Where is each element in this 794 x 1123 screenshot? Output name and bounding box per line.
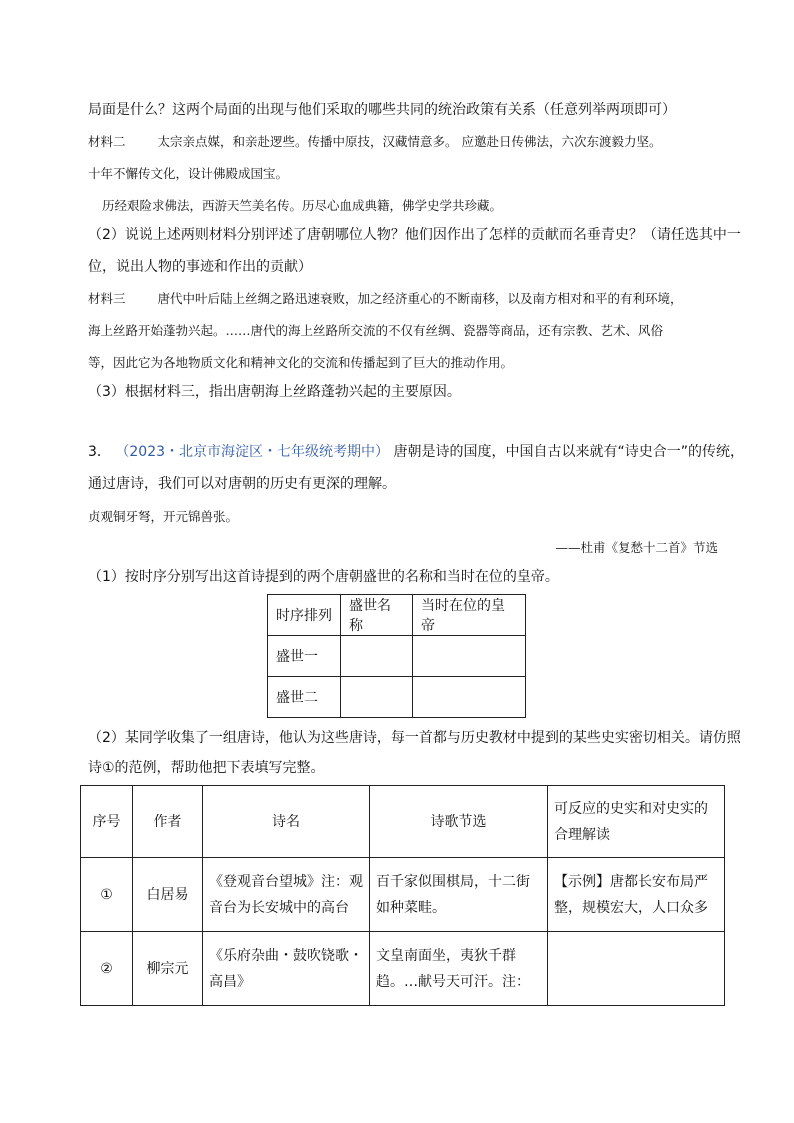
- table-header-row: [268, 595, 526, 636]
- table-cell-title: 《乐府杂曲・鼓吹铙歌・高昌》: [203, 932, 370, 1006]
- question-text: （3）根据材料三，指出唐朝海上丝路蓬勃兴起的主要原因。: [88, 384, 461, 400]
- answer-cell[interactable]: [413, 636, 526, 677]
- table-cell-title: 《登观音台望城》注：观音台为长安城中的高台: [203, 858, 370, 932]
- question-text: 位，说出人物的事迹和作出的贡献）: [88, 259, 312, 275]
- question-source: （2023・北京市海淀区・七年级统考期中）: [115, 444, 390, 460]
- table-header-cell: 作者: [133, 786, 203, 858]
- poem-source: ——杜甫《复愁十二首》节选: [555, 540, 718, 555]
- question-text: （1）按时序分别写出这首诗提到的两个唐朝盛世的名称和当时在位的皇帝。: [88, 569, 559, 585]
- table-cell-note: 【示例】唐都长安布局严整，规模宏大，人口众多: [548, 858, 725, 932]
- table-header-cell: 诗名: [203, 786, 370, 858]
- table-header-cell: 盛世名称: [341, 595, 413, 636]
- table-header-cell: 诗歌节选: [370, 786, 548, 858]
- answer-cell[interactable]: [548, 932, 725, 1006]
- material-text: 太宗亲点媒，和亲赴逻些。传播中原技，汉藏情意多。 应邀赴日传佛法，六次东渡毅力坚。: [157, 134, 662, 149]
- table-cell-num: ②: [81, 932, 133, 1006]
- answer-cell[interactable]: [413, 677, 526, 718]
- table-poems: [80, 785, 725, 1006]
- question-text: （2）说说上述两则材料分别评述了唐朝哪位人物？他们因作出了怎样的贡献而名垂青史？（请任选其中一: [88, 227, 741, 243]
- question-3-header: [88, 441, 744, 463]
- table-row: [81, 858, 725, 932]
- table-cell-excerpt: 百千家似围棋局，十二街如种菜畦。: [370, 858, 548, 932]
- table-cell-excerpt: 文皇南面坐，夷狄千群趋。…献号天可汗。注：: [370, 932, 548, 1006]
- material-text: 唐代中叶后陆上丝绸之路迅速衰败，加之经济重心的不断南移，以及南方相对和平的有利环境，: [157, 291, 683, 306]
- table-cell-num: ①: [81, 858, 133, 932]
- table-header-cell: 时序排列: [268, 595, 341, 636]
- question-text: 通过唐诗，我们可以对唐朝的历史有更深的理解。: [88, 476, 396, 492]
- question-text: 诗①的范例，帮助他把下表填写完整。: [88, 760, 325, 776]
- table-row: [268, 677, 526, 718]
- table-cell: 盛世一: [268, 636, 341, 677]
- table-row: [81, 932, 725, 1006]
- table-cell: 盛世二: [268, 677, 341, 718]
- table-prosperity: [267, 594, 526, 718]
- table-header-cell: 序号: [81, 786, 133, 858]
- material-text: 等，因此它为各地物质文化和精神文化的交流和传播起到了巨大的推动作用。: [88, 355, 514, 370]
- question-text: （2）某同学收集了一组唐诗，他认为这些唐诗，每一首都与历史教材中提到的某些史实密切相关。请仿照: [88, 730, 741, 746]
- table-header-cell: 可反应的史实和对史实的合理解读: [548, 786, 725, 858]
- material-label: 材料三: [88, 291, 126, 306]
- table-cell-author: 白居易: [133, 858, 203, 932]
- material-text: 十年不懈传文化，设计佛殿成国宝。: [88, 166, 289, 181]
- table-row: [268, 636, 526, 677]
- question-number: 3．: [88, 444, 111, 460]
- question-text: 唐朝是诗的国度，中国自古以来就有“诗史合一”的传统，: [393, 444, 744, 460]
- question-text: 局面是什么？这两个局面的出现与他们采取的哪些共同的统治政策有关系（任意列举两项即可）: [88, 102, 676, 118]
- material-label: 材料二: [88, 134, 126, 149]
- material-text: 历经艰险求佛法，西游天竺美名传。历尽心血成典籍，佛学史学共珍藏。: [102, 198, 503, 213]
- answer-cell[interactable]: [341, 677, 413, 718]
- poem-line: 贞观铜牙弩，开元锦兽张。: [88, 509, 239, 524]
- material-3-line: [88, 288, 683, 310]
- material-text: 海上丝路开始蓬勃兴起。……唐代的海上丝路所交流的不仅有丝绸、瓷器等商品，还有宗教、艺术、风俗: [88, 323, 664, 338]
- table-header-row: [81, 786, 725, 858]
- answer-cell[interactable]: [341, 636, 413, 677]
- table-cell-author: 柳宗元: [133, 932, 203, 1006]
- material-2-line: [88, 131, 661, 153]
- table-header-cell: 当时在位的皇帝: [413, 595, 526, 636]
